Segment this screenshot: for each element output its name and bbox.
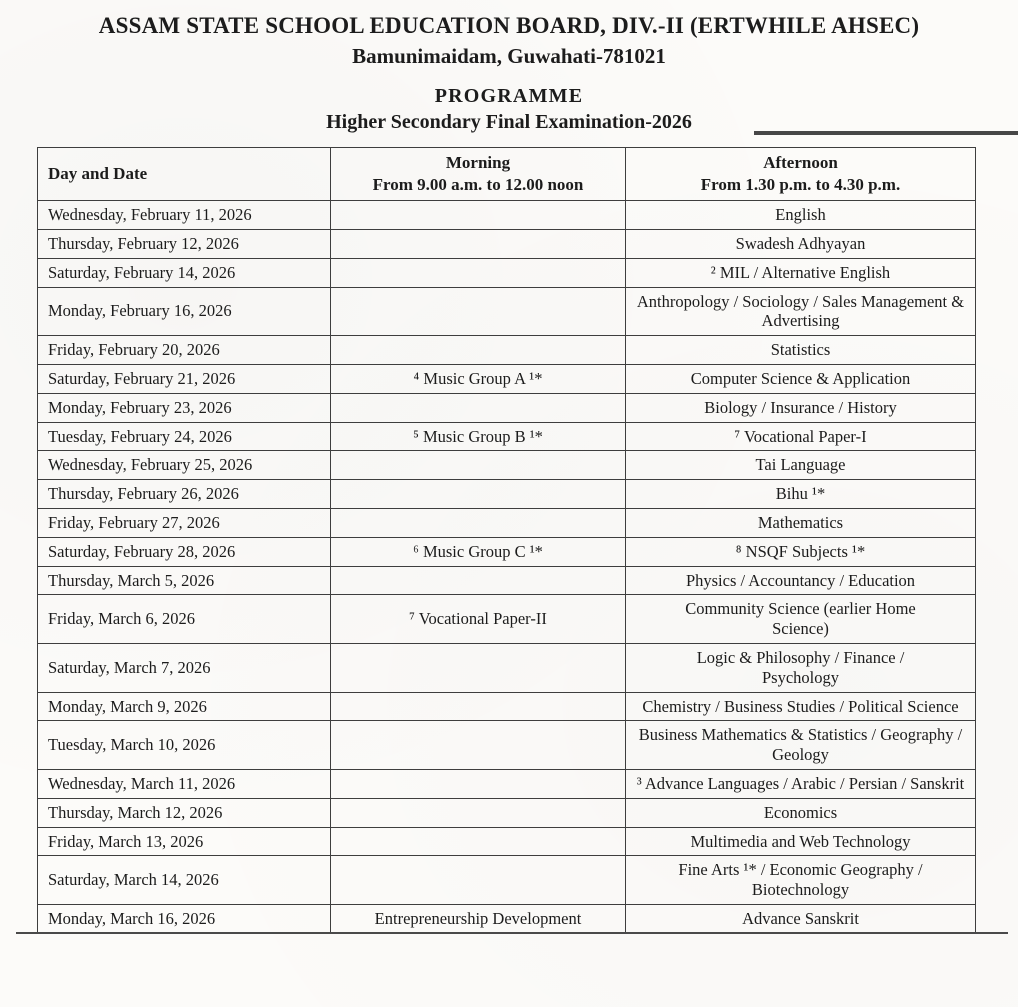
morning-cell: [331, 508, 626, 537]
morning-cell: [331, 229, 626, 258]
table-row: [38, 827, 976, 856]
exam-title: Higher Secondary Final Examination-2026: [326, 111, 692, 133]
date-cell: Monday, February 23, 2026: [38, 393, 331, 422]
morning-cell: [331, 692, 626, 721]
afternoon-cell: Biology / Insurance / History: [626, 393, 976, 422]
date-cell: Saturday, March 7, 2026: [38, 643, 331, 692]
date-cell: Friday, February 27, 2026: [38, 508, 331, 537]
afternoon-cell: Economics: [626, 798, 976, 827]
morning-cell: [331, 856, 626, 905]
table-row: [38, 721, 976, 770]
col-header-label: Afternoon: [763, 153, 838, 172]
date-cell: Tuesday, February 24, 2026: [38, 422, 331, 451]
programme-table: [37, 147, 976, 934]
date-cell: Friday, March 13, 2026: [38, 827, 331, 856]
date-cell: Monday, March 9, 2026: [38, 692, 331, 721]
date-cell: Monday, March 16, 2026: [38, 904, 331, 933]
afternoon-cell: Chemistry / Business Studies / Political Science: [626, 692, 976, 721]
morning-cell: Entrepreneurship Development: [331, 904, 626, 933]
col-header-morning: [331, 148, 626, 201]
date-cell: Saturday, February 28, 2026: [38, 537, 331, 566]
date-cell: Thursday, March 12, 2026: [38, 798, 331, 827]
morning-cell: [331, 827, 626, 856]
morning-cell: [331, 393, 626, 422]
table-row: [38, 508, 976, 537]
table-row: [38, 364, 976, 393]
table-row: [38, 537, 976, 566]
afternoon-cell: ⁷ Vocational Paper-I: [626, 422, 976, 451]
date-cell: Thursday, February 12, 2026: [38, 229, 331, 258]
table-row: [38, 287, 976, 336]
col-header-time-range: From 1.30 p.m. to 4.30 p.m.: [700, 175, 901, 195]
afternoon-cell: Logic & Philosophy / Finance / Psychology: [626, 643, 976, 692]
morning-cell: [331, 336, 626, 365]
afternoon-cell: Business Mathematics & Statistics / Geography / Geology: [626, 721, 976, 770]
table-row: [38, 566, 976, 595]
col-header-label: Morning: [445, 153, 511, 172]
date-cell: Tuesday, March 10, 2026: [38, 721, 331, 770]
col-header-time-range: From 9.00 a.m. to 12.00 noon: [372, 175, 584, 195]
afternoon-cell: Tai Language: [626, 451, 976, 480]
col-header-day-and-date: [38, 148, 331, 201]
morning-cell: ⁷ Vocational Paper-II: [331, 595, 626, 644]
afternoon-cell: English: [626, 201, 976, 230]
afternoon-cell: Advance Sanskrit: [626, 904, 976, 933]
table-header-row: [38, 148, 976, 201]
morning-cell: [331, 769, 626, 798]
morning-cell: [331, 201, 626, 230]
table-row: [38, 422, 976, 451]
morning-cell: [331, 451, 626, 480]
table-row: [38, 451, 976, 480]
col-header-label: Day and Date: [48, 164, 148, 184]
afternoon-cell: Multimedia and Web Technology: [626, 827, 976, 856]
date-cell: Wednesday, February 25, 2026: [38, 451, 331, 480]
table-row: [38, 201, 976, 230]
programme-title: PROGRAMME: [434, 85, 584, 107]
date-cell: Monday, February 16, 2026: [38, 287, 331, 336]
date-cell: Thursday, February 26, 2026: [38, 480, 331, 509]
date-cell: Friday, February 20, 2026: [38, 336, 331, 365]
col-header-afternoon: [626, 148, 976, 201]
date-cell: Saturday, February 21, 2026: [38, 364, 331, 393]
morning-cell: [331, 258, 626, 287]
table-row: [38, 692, 976, 721]
morning-cell: [331, 798, 626, 827]
table-row: [38, 258, 976, 287]
morning-cell: [331, 566, 626, 595]
table-row: [38, 643, 976, 692]
morning-cell: [331, 721, 626, 770]
table-row: [38, 393, 976, 422]
afternoon-cell: Anthropology / Sociology / Sales Management & Advertising: [626, 287, 976, 336]
date-cell: Saturday, February 14, 2026: [38, 258, 331, 287]
date-cell: Wednesday, March 11, 2026: [38, 769, 331, 798]
scan-artifact-bottom-rule: [16, 932, 1008, 935]
morning-cell: [331, 287, 626, 336]
document-header: [0, 0, 1018, 134]
table-row: [38, 480, 976, 509]
afternoon-cell: ⁸ NSQF Subjects ¹*: [626, 537, 976, 566]
org-name: ASSAM STATE SCHOOL EDUCATION BOARD, DIV.-II (ERTWHILE AHSEC): [98, 13, 920, 38]
afternoon-cell: Mathematics: [626, 508, 976, 537]
afternoon-cell: Statistics: [626, 336, 976, 365]
morning-cell: [331, 643, 626, 692]
date-cell: Saturday, March 14, 2026: [38, 856, 331, 905]
afternoon-cell: Bihu ¹*: [626, 480, 976, 509]
afternoon-cell: ³ Advance Languages / Arabic / Persian / Sanskrit: [626, 769, 976, 798]
afternoon-cell: Swadesh Adhyayan: [626, 229, 976, 258]
table-row: [38, 798, 976, 827]
table-row: [38, 336, 976, 365]
afternoon-cell: Community Science (earlier Home Science): [626, 595, 976, 644]
table-row: [38, 856, 976, 905]
date-cell: Wednesday, February 11, 2026: [38, 201, 331, 230]
morning-cell: ⁴ Music Group A ¹*: [331, 364, 626, 393]
morning-cell: ⁶ Music Group C ¹*: [331, 537, 626, 566]
table-row: [38, 229, 976, 258]
morning-cell: ⁵ Music Group B ¹*: [331, 422, 626, 451]
date-cell: Thursday, March 5, 2026: [38, 566, 331, 595]
afternoon-cell: Fine Arts ¹* / Economic Geography / Biotechnology: [626, 856, 976, 905]
org-address: Bamunimaidam, Guwahati-781021: [352, 44, 666, 68]
date-cell: Friday, March 6, 2026: [38, 595, 331, 644]
afternoon-cell: Physics / Accountancy / Education: [626, 566, 976, 595]
table-row: [38, 904, 976, 933]
morning-cell: [331, 480, 626, 509]
table-row: [38, 769, 976, 798]
scan-artifact-top-right: [754, 131, 1018, 135]
afternoon-cell: ² MIL / Alternative English: [626, 258, 976, 287]
afternoon-cell: Computer Science & Application: [626, 364, 976, 393]
table-row: [38, 595, 976, 644]
